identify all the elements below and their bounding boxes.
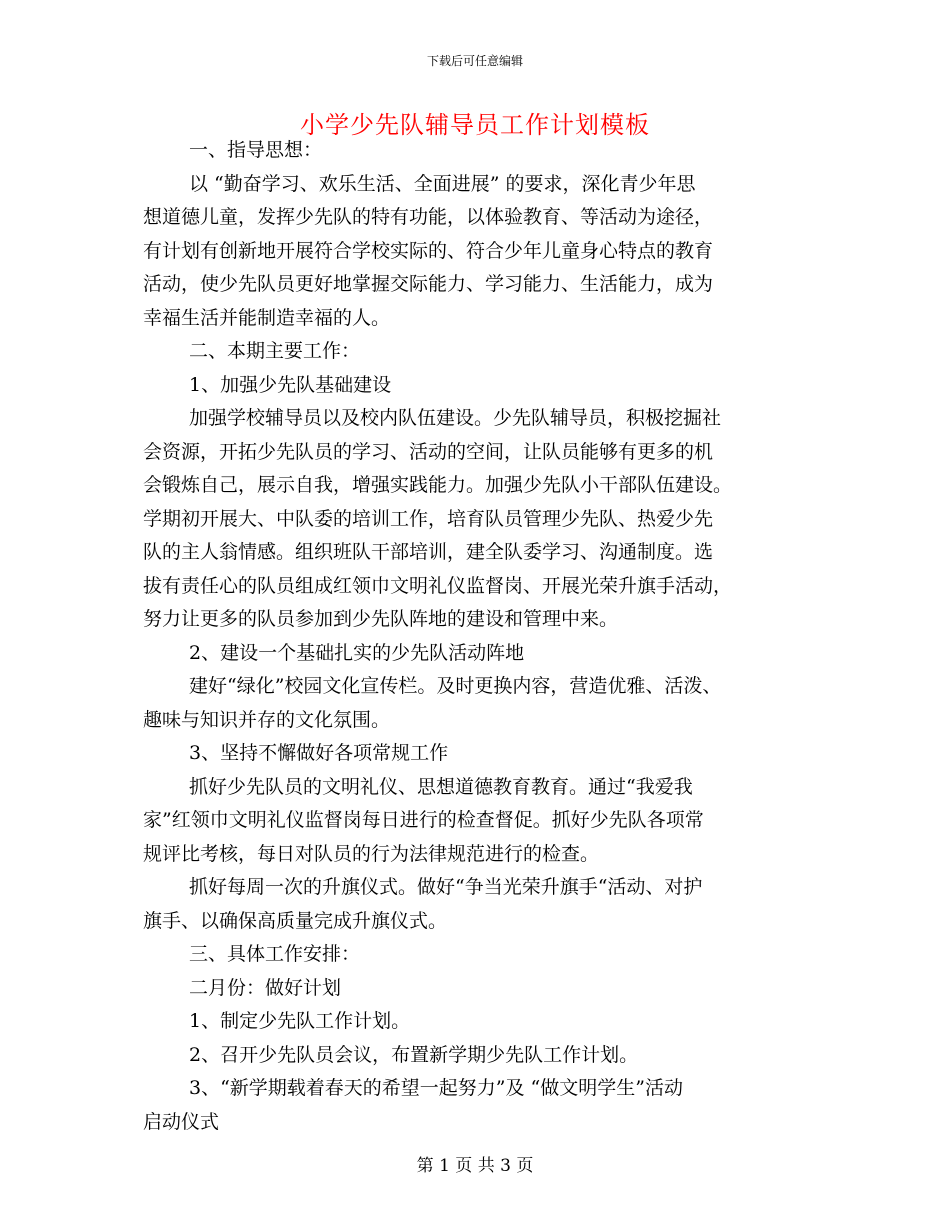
body-line: 一、指导思想： — [189, 139, 323, 161]
body-line: 1、加强少先队基础建设 — [189, 373, 392, 396]
body-line: 拔有责任心的队员组成红领巾文明礼仪监督岗、开展光荣升旗手活动， — [143, 574, 733, 597]
body-line: 趣味与知识并存的文化氛围。 — [143, 708, 391, 731]
body-line: 家”红领巾文明礼仪监督岗每日进行的检查督促。抓好少先队各项常 — [143, 809, 704, 831]
body-line: 加强学校辅导员以及校内队伍建设。少先队辅导员，积极挖掘社 — [189, 407, 722, 429]
body-line: 二月份：做好计划 — [189, 976, 342, 999]
body-line: 旗手、以确保高质量完成升旗仪式。 — [143, 909, 448, 932]
document-title: 小学少先队辅导员工作计划模板 — [300, 111, 650, 139]
body-line: 会锻炼自己，展示自我，增强实践能力。加强少先队小干部队伍建设。 — [143, 474, 733, 496]
body-line: 想道德儿童，发挥少先队的特有功能，以体验教育、等活动为途径， — [143, 206, 714, 228]
body-line: 3、“新学期载着春天的希望一起努力”及 “做文明学生”活动 — [189, 1077, 683, 1099]
body-line: 规评比考核，每日对队员的行为法律规范进行的检查。 — [143, 842, 600, 865]
body-line: 学期初开展大、中队委的培训工作，培育队员管理少先队、热爱少先 — [143, 507, 714, 530]
document-body — [143, 134, 815, 1139]
page-footer: 第 1 页 共 3 页 — [416, 1156, 534, 1176]
body-line: 二、本期主要工作： — [189, 340, 361, 362]
body-line: 抓好少先队员的文明礼仪、思想道德教育教育。通过“我爱我 — [189, 775, 693, 798]
body-line: 幸福生活并能制造幸福的人。 — [143, 306, 391, 329]
body-line: 队的主人翁情感。组织班队干部培训，建全队委学习、沟通制度。选 — [143, 541, 714, 563]
body-line: 以 “勤奋学习、欢乐生活、全面进展” 的要求，深化青少年思 — [189, 172, 696, 195]
body-line: 启动仪式 — [143, 1110, 220, 1133]
body-line: 会资源，开拓少先队员的学习、活动的空间，让队员能够有更多的机 — [143, 440, 714, 463]
body-line: 抓好每周一次的升旗仪式。做好“争当光荣升旗手“活动、对护 — [189, 876, 703, 898]
body-line: 2、召开少先队员会议，布置新学期少先队工作计划。 — [189, 1043, 639, 1066]
body-line: 建好“绿化”校园文化宣传栏。及时更换内容，营造优雅、活泼、 — [189, 675, 722, 697]
body-line: 三、具体工作安排： — [189, 943, 361, 965]
body-line: 2、建设一个基础扎实的少先队活动阵地 — [189, 641, 525, 664]
body-line: 努力让更多的队员参加到少先队阵地的建设和管理中来。 — [143, 608, 619, 630]
body-line: 3、坚持不懈做好各项常规工作 — [189, 742, 449, 764]
header-note: 下载后可任意编辑 — [426, 54, 523, 68]
body-line: 活动，使少先队员更好地掌握交际能力、学习能力、生活能力，成为 — [143, 273, 714, 295]
body-line: 1、制定少先队工作计划。 — [189, 1010, 411, 1032]
body-line: 有计划有创新地开展符合学校实际的、符合少年儿童身心特点的教育 — [143, 239, 714, 262]
